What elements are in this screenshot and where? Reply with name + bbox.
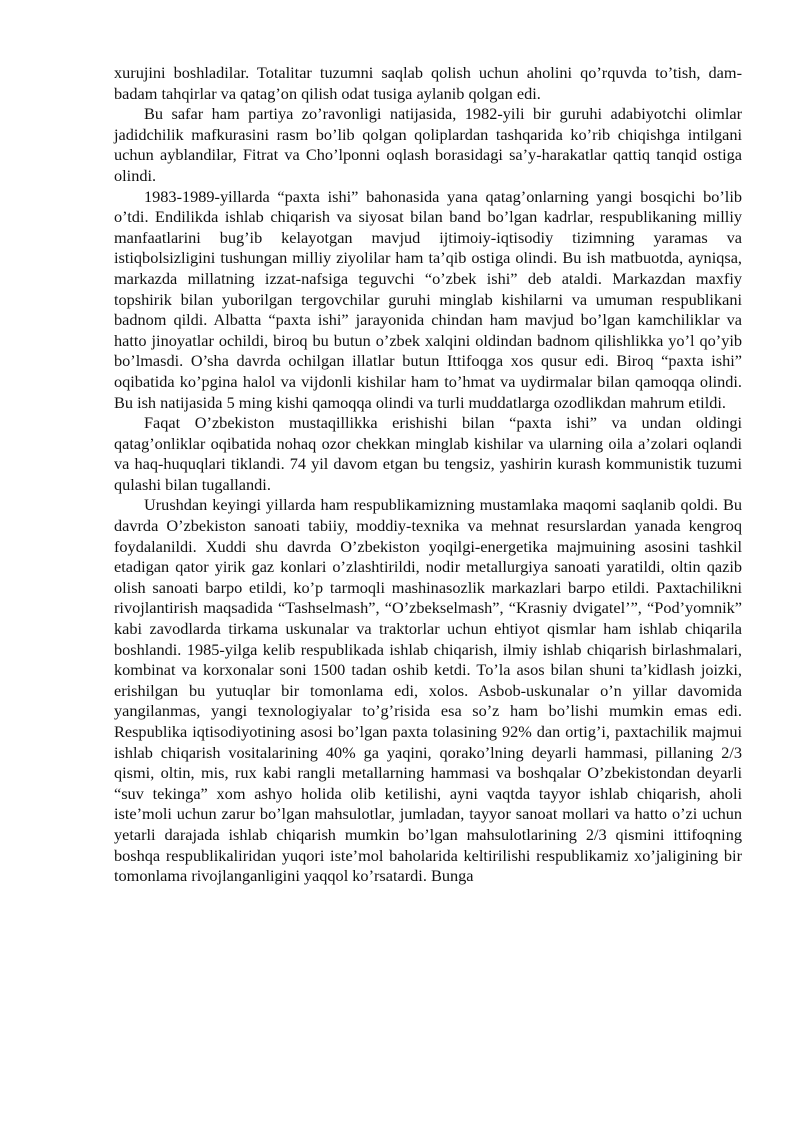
document-page (114, 63, 742, 887)
paragraph-independence-rehabilitation: Faqat O’zbekiston mustaqillikka erishishi bilan “paxta ishi” va undan oldingi qatag’onliklar oqibatida nohaq ozor chekkan minglab kishilar va ularning oila a’zolari oqlandi va haq-huquqlari tiklandi. 74 yil davom etgan bu tengsiz, yashirin kurash kommunistik tuzumi qulashi bilan tugallandi. (114, 413, 742, 494)
paragraph-postwar-economy: Urushdan keyingi yillarda ham respublikamizning mustamlaka maqomi saqlanib qoldi. Bu davrda O’zbekiston sanoati tabiiy, moddiy-texnika va mehnat resurslardan yanada kengroq foydalanildi. Xuddi shu davrda O’zbekiston yoqilgi-energetika majmuining asosini tashkil etadigan qator yirik gaz konlari o’zlashtirildi, nodir metallurgiya sanoati yaratildi, oltin qazib olish sanoati barpo etildi, ko’p tarmoqli mashinasozlik markazlari barpo etildi. Paxtachilikni rivojlantirish maqsadida “Tashselmash”, “O’zbekselmash”, “Krasniy dvigatel’”, “Pod’yomnik” kabi zavodlarda tirkama uskunalar va traktorlar uchun ehtiyot qismlar ham ishlab chiqarila boshlandi. 1985-yilga kelib respublikada ishlab chiqarish, ilmiy ishlab chiqarish birlashmalari, kombinat va korxonalar soni 1500 tadan oshib ketdi. To’la asos bilan shuni ta’kidlash joizki, erishilgan bu yutuqlar bir tomonlama edi, xolos. Asbob-uskunalar o’n yillar davomida yangilanmas, yangi texnologiyalar to’g’risida esa so’z ham bo’lishi mumkin emas edi. Respublika iqtisodiyotining asosi bo’lgan paxta tolasining 92% dan ortig’i, paxtachilik majmui ishlab chiqarish vositalarining 40% ga yaqini, qorako’lning deyarli hammasi, pillaning 2/3 qismi, oltin, mis, rux kabi rangli metallarning hammasi va boshqalar O’zbekistondan deyarli “suv tekinga” xom ashyo holida olib ketilishi, ayni vaqtda tayyor ishlab chiqarish, aholi iste’moli uchun zarur bo’lgan mahsulotlar, jumladan, tayyor sanoat mollari va hatto o’zi uchun yetarli darajada ishlab chiqarish mumkin bo’lgan mahsulotlarining 2/3 qismini ittifoqning boshqa respublikaliridan yuqori iste’mol baholarida keltirilishi respublikamiz xo’jaligining bir tomonlama rivojlanganligini yaqqol ko’rsatardi. Bunga (114, 495, 742, 886)
paragraph-1982-literary-scholars: Bu safar ham partiya zo’ravonligi natijasida, 1982-yili bir guruhi adabiyotchi olimlar jadidchilik mafkurasini rasm bo’lib qolgan qoliplardan tashqarida ko’rib chiqishga intilgani uchun ayblandilar, Fitrat va Cho’lponni oqlash borasidagi sa’y-harakatlar qattiq tanqid ostiga olindi. (114, 104, 742, 185)
paragraph-cotton-affair: 1983-1989-yillarda “paxta ishi” bahonasida yana qatag’onlarning yangi bosqichi bo’lib o’tdi. Endilikda ishlab chiqarish va siyosat bilan band bo’lgan kadrlar, respublikaning milliy manfaatlarini bug’ib kelayotgan mavjud ijtimoiy-iqtisodiy tizimning yaramas va istiqbolsizligini tushungan milliy ziyolilar ham ta’qib ostiga olindi. Bu ish matbuotda, ayniqsa, markazda millatning izzat-nafsiga teguvchi “o’zbek ishi” deb ataldi. Markazdan maxfiy topshirik bilan yuborilgan tergovchilar guruhi minglab kishilarni va umuman respublikani badnom qildi. Albatta “paxta ishi” jarayonida chindan ham mavjud bo’lgan kamchiliklar va hatto jinoyatlar ochildi, biroq bu butun o’zbek xalqini oldindan badnom qilishlikka yo’l qo’yib bo’lmasdi. O’sha davrda ochilgan illatlar butun Ittifoqga xos qusur edi. Biroq “paxta ishi” oqibatida ko’pgina halol va vijdonli kishilar ham to’hmat va uydirmalar bilan qamoqqa olindi. Bu ish natijasida 5 ming kishi qamoqqa olindi va turli muddatlarga ozodlikdan mahrum etildi. (114, 186, 742, 412)
paragraph-continuation: xurujini boshladilar. Totalitar tuzumni saqlab qolish uchun aholini qo’rquvda to’tish, dam-badam tahqirlar va qatag’on qilish odat tusiga aylanib qolgan edi. (114, 63, 742, 103)
